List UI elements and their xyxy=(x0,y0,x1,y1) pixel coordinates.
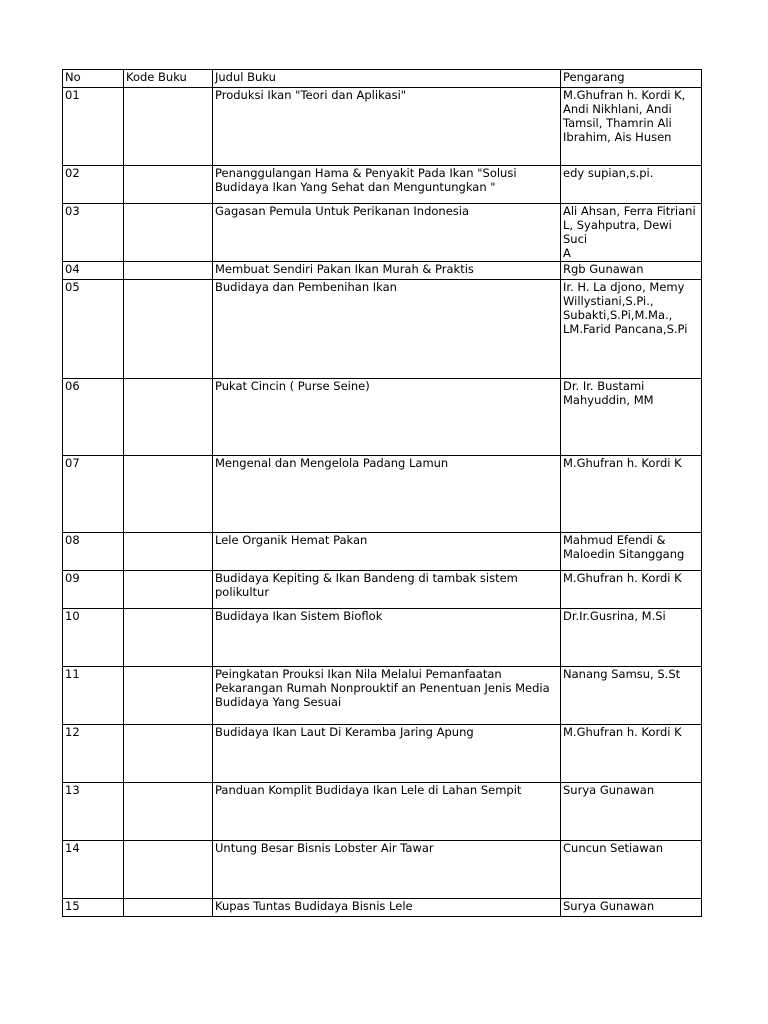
table-row xyxy=(63,280,702,379)
cell-pengarang: Mahmud Efendi & Maloedin Sitanggang xyxy=(561,533,702,571)
cell-kode xyxy=(124,725,213,783)
table-row xyxy=(63,166,702,204)
cell-judul: Kupas Tuntas Budidaya Bisnis Lele xyxy=(213,899,561,917)
cell-kode xyxy=(124,667,213,725)
cell-pengarang: Nanang Samsu, S.St xyxy=(561,667,702,725)
table-row xyxy=(63,609,702,667)
table-row xyxy=(63,667,702,725)
cell-no: 10 xyxy=(63,609,124,667)
cell-judul: Gagasan Pemula Untuk Perikanan Indonesia xyxy=(213,204,561,262)
cell-kode xyxy=(124,456,213,533)
cell-no: 06 xyxy=(63,379,124,456)
cell-judul: Untung Besar Bisnis Lobster Air Tawar xyxy=(213,841,561,899)
cell-no: 01 xyxy=(63,88,124,166)
cell-no: 12 xyxy=(63,725,124,783)
cell-kode xyxy=(124,379,213,456)
cell-judul: Budidaya Ikan Sistem Bioflok xyxy=(213,609,561,667)
cell-pengarang: M.Ghufran h. Kordi K xyxy=(561,725,702,783)
cell-judul: Peingkatan Prouksi Ikan Nila Melalui Pemanfaatan Pekarangan Rumah Nonprouktif an Penentuan Jenis Media Budidaya Yang Sesuai xyxy=(213,667,561,725)
cell-no: 04 xyxy=(63,262,124,280)
cell-kode xyxy=(124,783,213,841)
table-row xyxy=(63,725,702,783)
table-row xyxy=(63,899,702,917)
cell-judul: Mengenal dan Mengelola Padang Lamun xyxy=(213,456,561,533)
cell-no: 11 xyxy=(63,667,124,725)
table-row xyxy=(63,783,702,841)
cell-pengarang: Rgb Gunawan xyxy=(561,262,702,280)
cell-judul: Lele Organik Hemat Pakan xyxy=(213,533,561,571)
cell-pengarang: Dr.Ir.Gusrina, M.Si xyxy=(561,609,702,667)
table-row xyxy=(63,262,702,280)
table-row xyxy=(63,204,702,262)
table-row xyxy=(63,533,702,571)
cell-kode xyxy=(124,571,213,609)
cell-pengarang: Surya Gunawan xyxy=(561,783,702,841)
cell-no: 09 xyxy=(63,571,124,609)
header-pengarang: Pengarang xyxy=(561,70,702,88)
cell-judul: Budidaya dan Pembenihan Ikan xyxy=(213,280,561,379)
cell-judul: Budidaya Ikan Laut Di Keramba Jaring Apung xyxy=(213,725,561,783)
cell-pengarang: M.Ghufran h. Kordi K, Andi Nikhlani, Andi Tamsil, Thamrin Ali Ibrahim, Ais Husen xyxy=(561,88,702,166)
cell-kode xyxy=(124,533,213,571)
cell-pengarang: M.Ghufran h. Kordi K xyxy=(561,456,702,533)
table-row xyxy=(63,456,702,533)
cell-judul: Produksi Ikan "Teori dan Aplikasi" xyxy=(213,88,561,166)
book-table xyxy=(62,69,702,917)
cell-kode xyxy=(124,204,213,262)
cell-pengarang: Ali Ahsan, Ferra Fitriani L, Syahputra, Dewi Suci A xyxy=(561,204,702,262)
cell-kode xyxy=(124,88,213,166)
cell-pengarang: Dr. Ir. Bustami Mahyuddin, MM xyxy=(561,379,702,456)
cell-no: 02 xyxy=(63,166,124,204)
header-row xyxy=(63,70,702,88)
cell-no: 15 xyxy=(63,899,124,917)
cell-no: 05 xyxy=(63,280,124,379)
cell-kode xyxy=(124,841,213,899)
table-row xyxy=(63,379,702,456)
cell-judul: Membuat Sendiri Pakan Ikan Murah & Praktis xyxy=(213,262,561,280)
header-no: No xyxy=(63,70,124,88)
cell-kode xyxy=(124,899,213,917)
cell-judul: Panduan Komplit Budidaya Ikan Lele di Lahan Sempit xyxy=(213,783,561,841)
cell-no: 08 xyxy=(63,533,124,571)
cell-no: 07 xyxy=(63,456,124,533)
cell-kode xyxy=(124,166,213,204)
cell-kode xyxy=(124,609,213,667)
header-judul-buku: Judul Buku xyxy=(213,70,561,88)
cell-pengarang: Surya Gunawan xyxy=(561,899,702,917)
cell-judul: Budidaya Kepiting & Ikan Bandeng di tambak sistem polikultur xyxy=(213,571,561,609)
table-row xyxy=(63,88,702,166)
cell-pengarang: M.Ghufran h. Kordi K xyxy=(561,571,702,609)
cell-kode xyxy=(124,280,213,379)
cell-judul: Pukat Cincin ( Purse Seine) xyxy=(213,379,561,456)
table-row xyxy=(63,841,702,899)
cell-pengarang: Cuncun Setiawan xyxy=(561,841,702,899)
cell-no: 03 xyxy=(63,204,124,262)
cell-judul: Penanggulangan Hama & Penyakit Pada Ikan "Solusi Budidaya Ikan Yang Sehat dan Menguntungkan " xyxy=(213,166,561,204)
cell-pengarang: edy supian,s.pi. xyxy=(561,166,702,204)
header-kode-buku: Kode Buku xyxy=(124,70,213,88)
cell-no: 14 xyxy=(63,841,124,899)
table-row xyxy=(63,571,702,609)
cell-pengarang: Ir. H. La djono, Memy Willystiani,S.Pi., Subakti,S.Pi,M.Ma., LM.Farid Pancana,S.Pi xyxy=(561,280,702,379)
cell-kode xyxy=(124,262,213,280)
cell-no: 13 xyxy=(63,783,124,841)
